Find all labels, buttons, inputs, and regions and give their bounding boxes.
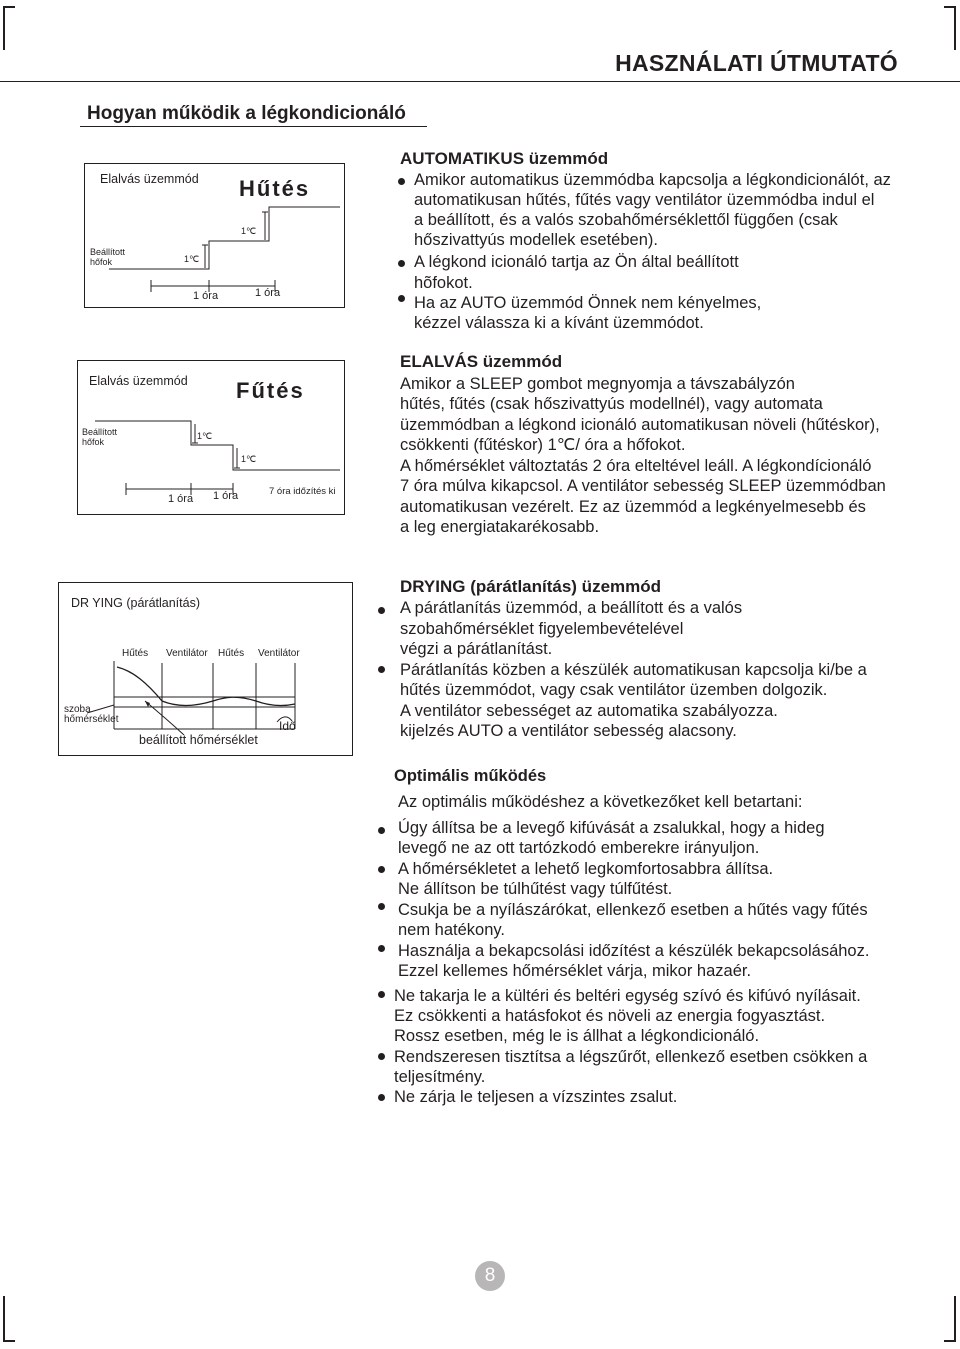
bullet-icon bbox=[398, 295, 405, 302]
heating-diagram-step1: 1℃ bbox=[197, 431, 213, 441]
heating-step-curve bbox=[78, 361, 346, 516]
optimal-line-10: Ez csökkenti a hatásfokot és növeli az energia fogyasztást. bbox=[394, 1007, 826, 1025]
heating-sleep-diagram bbox=[77, 360, 345, 515]
bullet-icon bbox=[378, 945, 385, 952]
sleep-line-7: automatikusan vezérelt. Ez az üzemmód a legkényelmesebb és bbox=[400, 498, 866, 516]
bullet-icon bbox=[378, 866, 385, 873]
cooling-diagram-mode-name: Hűtés bbox=[239, 176, 311, 201]
sleep-line-6: 7 óra múlva kikapcsol. A ventilátor sebesség SLEEP üzemmódban bbox=[400, 477, 886, 495]
drying-diagram bbox=[58, 582, 353, 756]
drying-line-4: Párátlanítás közben a készülék automatikusan kapcsolja ki/be a bbox=[400, 661, 867, 679]
auto-line-3: a beállított, és a valós szobahőmérséklettől függően (csak bbox=[414, 211, 838, 229]
drying-phase-4: Ventilátor bbox=[258, 648, 300, 659]
drying-line-6: A ventilátor sebességet az automatika szabályozza. bbox=[400, 702, 778, 720]
heating-diagram-axis-label: Beállított hőfok bbox=[82, 427, 118, 447]
bullet-icon bbox=[378, 903, 385, 910]
auto-line-1: Amikor automatikus üzemmódba kapcsolja a légkondicionálót, az bbox=[414, 171, 891, 189]
heating-diagram-mode-label: Elalvás üzemmód bbox=[89, 374, 188, 388]
auto-section-heading: AUTOMATIKUS üzemmód bbox=[400, 149, 609, 168]
crop-mark-bottom-left-h bbox=[3, 1340, 15, 1342]
cooling-diagram-hour2: 1 óra bbox=[255, 287, 281, 299]
drying-axis-label: szoba hőmérséklet bbox=[64, 704, 119, 725]
cooling-diagram-mode-label: Elalvás üzemmód bbox=[100, 172, 199, 186]
cooling-diagram-axis-label: Beállított hőfok bbox=[90, 247, 126, 267]
drying-set-temp-label: beállított hőmérséklet bbox=[139, 733, 258, 747]
crop-mark-bottom-left-v bbox=[3, 1296, 5, 1342]
bullet-icon bbox=[378, 991, 385, 998]
sleep-section-heading: ELALVÁS üzemmód bbox=[400, 352, 563, 371]
cooling-step-curve bbox=[85, 164, 346, 309]
drying-line-5: hűtés üzemmódot, vagy csak ventilátor üzemben dolgozik. bbox=[400, 681, 828, 699]
optimal-line-14: Ne zárja le teljesen a vízszintes zsalut. bbox=[394, 1088, 678, 1106]
drying-phase-1: Hűtés bbox=[122, 648, 149, 659]
auto-line-5: A légkond icionáló tartja az Ön által beállított bbox=[414, 253, 739, 271]
drying-line-1: A párátlanítás üzemmód, a beállított és a valós bbox=[400, 599, 743, 617]
crop-mark-top-left-v bbox=[3, 6, 5, 50]
cooling-diagram-hour1: 1 óra bbox=[193, 290, 219, 302]
optimal-line-13: teljesítmény. bbox=[394, 1068, 486, 1086]
drying-diagram-title: DR YING (párátlanítás) bbox=[71, 596, 200, 610]
section-title-underline bbox=[80, 126, 427, 127]
optimal-line-9: Ne takarja le a kültéri és beltéri egység szívó és kifúvó nyílásait. bbox=[394, 987, 861, 1005]
bullet-icon bbox=[378, 666, 385, 673]
cooling-diagram-step1: 1℃ bbox=[184, 254, 200, 264]
cooling-sleep-diagram bbox=[84, 163, 345, 308]
optimal-intro: Az optimális működéshez a következőket kell betartani: bbox=[398, 793, 803, 811]
crop-mark-top-right-v bbox=[954, 6, 956, 50]
crop-mark-top-left-h bbox=[3, 6, 15, 8]
auto-line-2: automatikusan hűtés, fűtés vagy ventilátor üzemmódba indul el bbox=[414, 191, 875, 209]
optimal-line-4: Ne állítson be túlhűtést vagy túlfűtést. bbox=[398, 880, 673, 898]
drying-section-heading: DRYING (párátlanítás) üzemmód bbox=[400, 577, 662, 596]
auto-line-4: hőszivattyús modellek esetében). bbox=[414, 231, 658, 249]
drying-line-7: kijelzés AUTO a ventilátor sebesség alacsony. bbox=[400, 722, 737, 740]
drying-phase-2: Ventilátor bbox=[166, 648, 208, 659]
optimal-line-6: nem hatékony. bbox=[398, 921, 506, 939]
optimal-line-5: Csukja be a nyílászárókat, ellenkező esetben a hűtés vagy fűtés bbox=[398, 901, 868, 919]
drying-temperature-curve bbox=[59, 583, 354, 757]
heating-diagram-mode-name: Fűtés bbox=[236, 378, 305, 403]
drying-line-3: végzi a párátlanítást. bbox=[400, 640, 553, 658]
sleep-line-3: üzemmódban a légkond icionáló automatikusan növeli (hűtéskor), bbox=[400, 416, 880, 434]
bullet-icon bbox=[398, 260, 405, 267]
sleep-line-8: a leg energiatakarékosabb. bbox=[400, 518, 600, 536]
sleep-line-4: csökkenti (fűtéskor) 1℃/ óra a hőfokot. bbox=[400, 436, 686, 454]
auto-line-6: hõfokot. bbox=[414, 274, 473, 292]
optimal-line-7: Használja a bekapcsolási időzítést a készülék bekapcsolásához. bbox=[398, 942, 870, 960]
section-title: Hogyan működik a légkondicionáló bbox=[87, 103, 406, 124]
bullet-icon bbox=[378, 607, 385, 614]
optimal-line-2: levegő ne az ott tartózkodó emberekre irányuljon. bbox=[398, 839, 760, 857]
drying-time-label: Idő bbox=[279, 719, 296, 733]
cooling-diagram-step2: 1℃ bbox=[241, 226, 257, 236]
optimal-line-12: Rendszeresen tisztítsa a légszűrőt, ellenkező esetben csökken a bbox=[394, 1048, 868, 1066]
crop-mark-top-right-h bbox=[944, 6, 956, 8]
auto-line-8: kézzel válassza ki a kívánt üzemmódot. bbox=[414, 314, 704, 332]
heating-diagram-step2: 1℃ bbox=[241, 454, 257, 464]
crop-mark-bottom-right-h bbox=[944, 1340, 956, 1342]
sleep-line-1: Amikor a SLEEP gombot megnyomja a távszabályzón bbox=[400, 375, 795, 393]
optimal-line-11: Rossz esetben, még le is állhat a légkondicionáló. bbox=[394, 1027, 760, 1045]
auto-line-7: Ha az AUTO üzemmód Önnek nem kényelmes, bbox=[414, 294, 762, 312]
header-rule bbox=[0, 81, 960, 82]
sleep-line-5: A hőmérséklet változtatás 2 óra elteltével leáll. A légkondícionáló bbox=[400, 457, 872, 475]
heating-diagram-timer: 7 óra időzítés ki bbox=[269, 486, 336, 497]
heating-diagram-hour2: 1 óra bbox=[213, 490, 239, 502]
drying-phase-3: Hűtés bbox=[218, 648, 245, 659]
heating-diagram-hour1: 1 óra bbox=[168, 493, 194, 505]
bullet-icon bbox=[378, 1053, 385, 1060]
bullet-icon bbox=[398, 178, 405, 185]
optimal-line-8: Ezzel kellemes hőmérséklet várja, mikor hazaér. bbox=[398, 962, 752, 980]
optimal-line-1: Úgy állítsa be a levegő kifúvását a zsalukkal, hogy a hideg bbox=[398, 819, 825, 837]
bullet-icon bbox=[378, 827, 385, 834]
sleep-line-2: hűtés, fűtés (csak hőszivattyús modellnél), vagy automata bbox=[400, 395, 823, 413]
optimal-section-heading: Optimális működés bbox=[394, 767, 547, 785]
crop-mark-bottom-right-v bbox=[954, 1296, 956, 1342]
page-number: 8 bbox=[475, 1261, 505, 1291]
bullet-icon bbox=[378, 1094, 385, 1101]
page-header-title: HASZNÁLATI ÚTMUTATÓ bbox=[615, 50, 898, 76]
optimal-line-3: A hőmérsékletet a lehető legkomfortosabbra állítsa. bbox=[398, 860, 774, 878]
drying-line-2: szobahőmérséklet figyelembevételével bbox=[400, 620, 684, 638]
